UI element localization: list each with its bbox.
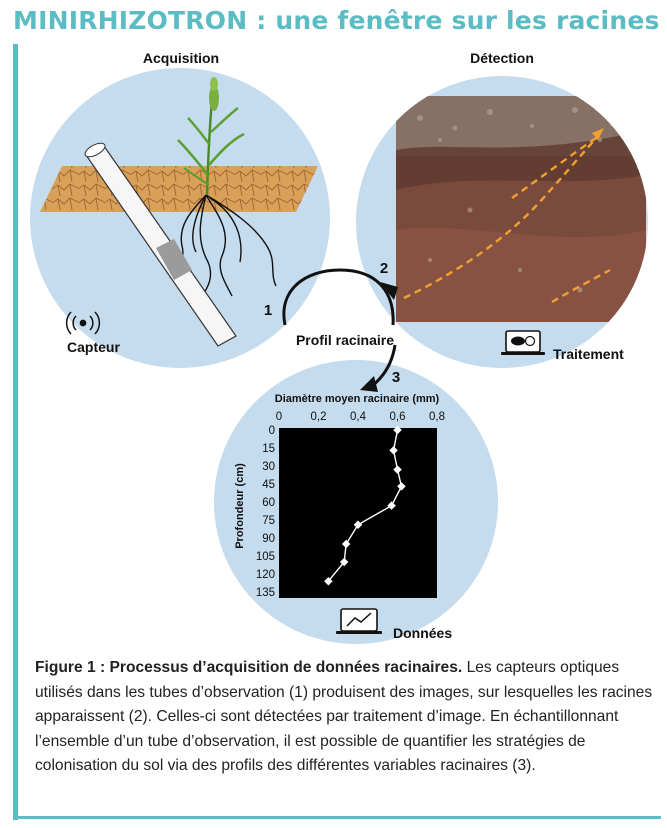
sensor-label: Capteur: [67, 339, 120, 355]
y-tick-label: 120: [255, 569, 275, 581]
acquisition-heading: Acquisition: [142, 50, 220, 66]
x-tick-label: 0,6: [389, 411, 406, 423]
plot-area: [279, 428, 437, 598]
y-tick-label: 105: [255, 551, 275, 563]
y-tick-label: 45: [262, 479, 275, 491]
x-tick-label: 0,8: [429, 411, 445, 423]
step-2-label: 2: [379, 260, 389, 277]
bottom-rule: [13, 816, 661, 819]
step-3-label: 3: [391, 369, 401, 386]
y-tick-label: 15: [262, 443, 275, 455]
y-tick-label: 0: [268, 425, 275, 437]
profile-label: Profil racinaire: [295, 332, 395, 348]
data-label: Données: [393, 625, 453, 641]
y-tick-label: 30: [262, 461, 275, 473]
caption-text: Les capteurs optiques utilisés dans les tubes d’observation (1) produisent des images, sur lesquelles les racines apparaissent (2). Celles-ci sont détectées par traitement d’image. En échantillonnant l’ensemble d’un tube d’observation, il est possible de quantifier les stratégies de colonisation du sol via des profils des différentes variables racinaires (3).: [35, 659, 653, 774]
y-tick-label: 90: [262, 533, 275, 545]
y-tick-label: 60: [262, 497, 275, 509]
y-axis-label: Profondeur (cm): [234, 463, 246, 549]
y-tick-label: 75: [262, 515, 275, 527]
x-tick-label: 0,4: [350, 411, 366, 423]
page-title: MINIRHIZOTRON : une fenêtre sur les racines: [13, 6, 660, 35]
chart-title: Diamètre moyen racinaire (mm): [274, 393, 440, 405]
processing-laptop-icon: [501, 331, 545, 355]
step-1-label: 1: [263, 302, 273, 319]
data-laptop-icon: [336, 609, 382, 634]
detection-panel: [356, 76, 648, 368]
x-tick-label: 0,2: [310, 411, 327, 423]
y-tick-label: 135: [255, 587, 275, 599]
figure-caption: [35, 656, 655, 779]
detection-heading: Détection: [470, 50, 534, 66]
caption-title: Figure 1 : Processus d’acquisition de données racinaires.: [35, 659, 463, 676]
x-tick-label: 0: [275, 411, 283, 423]
processing-label: Traitement: [553, 346, 624, 362]
